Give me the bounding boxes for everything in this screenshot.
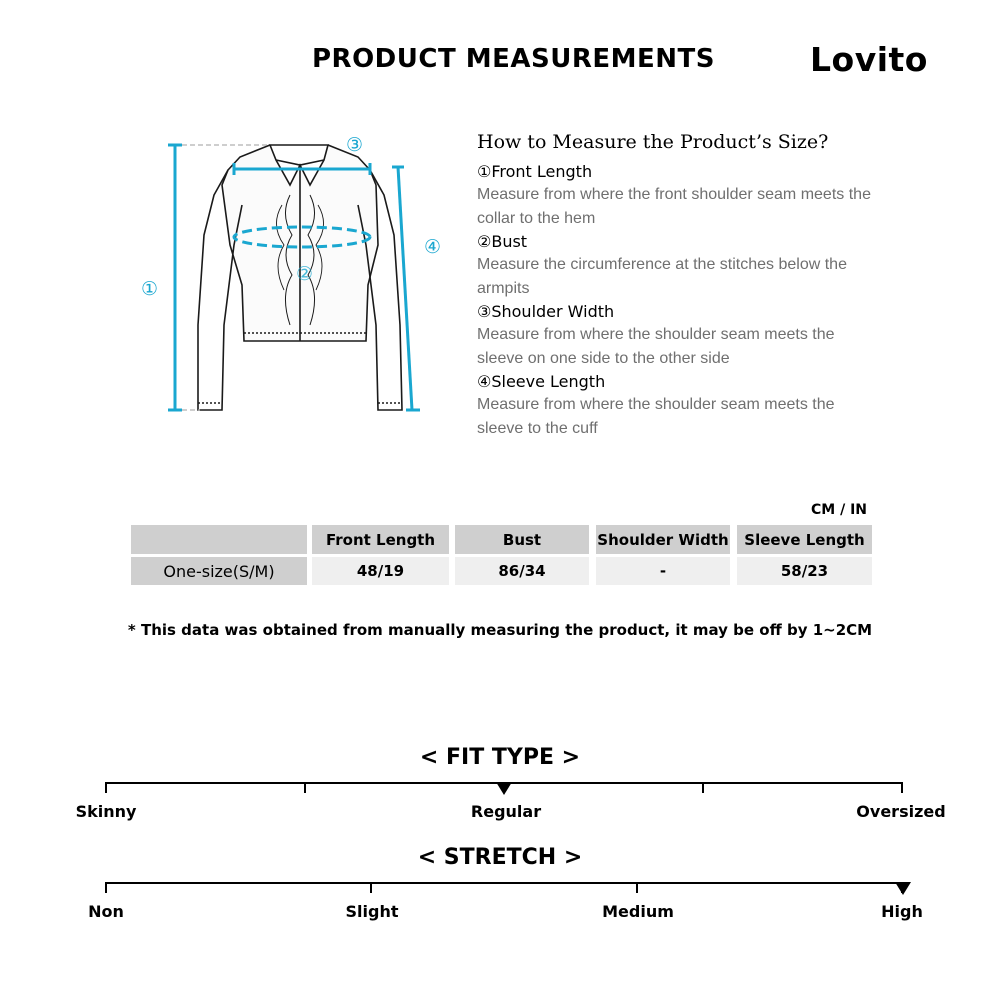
measure-name: ④Sleeve Length: [477, 372, 606, 391]
measure-desc-line: Measure from where the shoulder seam meets the: [477, 326, 835, 343]
fit-label-skinny: Skinny: [75, 802, 137, 821]
table-header: Sleeve Length: [737, 525, 872, 554]
fit-label-regular: Regular: [470, 802, 542, 821]
measurement-note: * This data was obtained from manually measuring the product, it may be off by 1~2CM: [127, 621, 873, 639]
stretch-tick: [636, 882, 638, 893]
measure-desc-line: Measure from where the shoulder seam meets the: [477, 396, 835, 413]
stretch-tick: [105, 882, 107, 893]
table-header: Front Length: [312, 525, 449, 554]
brand-logo: Lovito: [810, 40, 928, 79]
measure-item-front-length: [477, 161, 917, 230]
table-cell: 86/34: [455, 557, 589, 585]
stretch-tick: [370, 882, 372, 893]
fit-type-tick: [702, 782, 704, 793]
measure-desc-line: Measure the circumference at the stitches below the: [477, 256, 847, 273]
table-header: Bust: [455, 525, 589, 554]
table-header-blank: [131, 525, 307, 554]
stretch-label-high: High: [881, 902, 923, 921]
table-cell: 48/19: [312, 557, 449, 585]
stretch-title: < STRETCH >: [417, 845, 583, 870]
measure-name: ②Bust: [477, 232, 528, 251]
table-cell: 58/23: [737, 557, 872, 585]
measure-desc-line: sleeve on one side to the other side: [477, 350, 730, 367]
measure-desc-line: collar to the hem: [477, 210, 596, 227]
measure-name: ③Shoulder Width: [477, 302, 615, 321]
fit-type-tick: [105, 782, 107, 793]
fit-label-oversized: Oversized: [856, 802, 946, 821]
fit-type-tick: [901, 782, 903, 793]
measure-desc-line: sleeve to the cuff: [477, 420, 598, 437]
unit-label: CM / IN: [811, 502, 867, 518]
marker-bust: ②: [296, 263, 314, 285]
fit-type-marker: [496, 782, 512, 795]
table-row-label: One-size(S/M): [131, 557, 307, 585]
marker-shoulder-width: ③: [346, 134, 364, 156]
marker-sleeve-length: ④: [424, 236, 442, 258]
stretch-label-medium: Medium: [602, 902, 674, 921]
marker-front-length: ①: [141, 278, 159, 300]
fit-type-tick: [304, 782, 306, 793]
measure-item-sleeve-length: [477, 371, 917, 440]
measure-name: ①Front Length: [477, 162, 593, 181]
stretch-marker: [895, 882, 911, 895]
how-to-measure: [477, 131, 917, 441]
measure-desc-line: armpits: [477, 280, 530, 297]
table-cell: -: [596, 557, 730, 585]
stretch-line: [105, 882, 903, 884]
measure-desc-line: Measure from where the front shoulder seam meets the: [477, 186, 871, 203]
howto-title: How to Measure the Product’s Size?: [477, 131, 829, 153]
stretch-label-slight: Slight: [345, 902, 399, 921]
page-title: PRODUCT MEASUREMENTS: [312, 44, 715, 74]
stretch-label-non: Non: [88, 902, 124, 921]
measure-item-shoulder-width: [477, 301, 917, 370]
table-header: Shoulder Width: [596, 525, 730, 554]
fit-type-title: < FIT TYPE >: [419, 745, 581, 770]
garment-diagram: [130, 125, 460, 425]
measure-item-bust: [477, 231, 917, 300]
